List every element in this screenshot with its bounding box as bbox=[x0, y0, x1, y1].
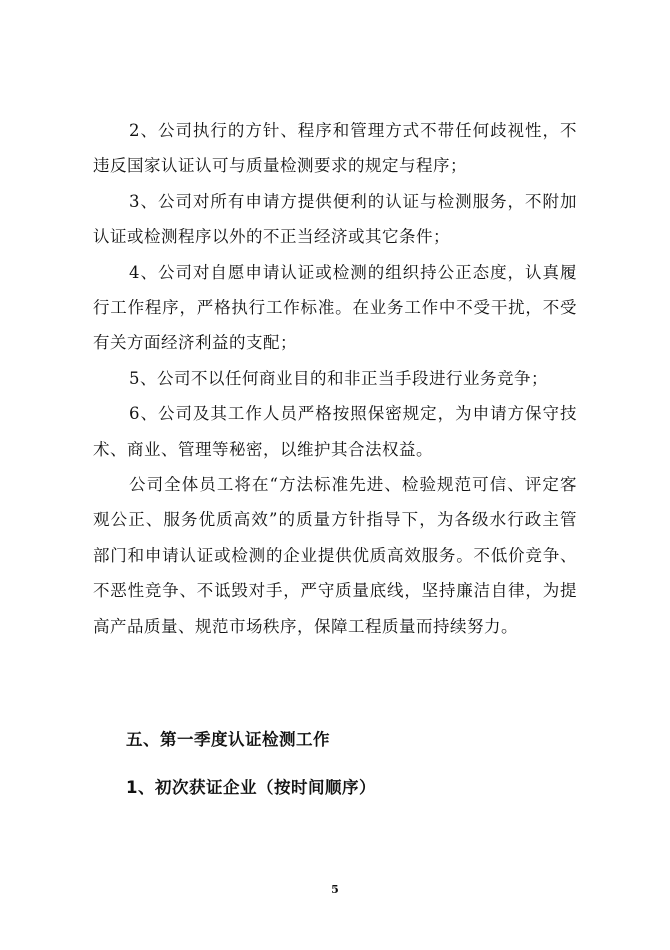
paragraph-quality-policy: 公司全体员工将在“方法标准先进、检验规范可信、评定客观公正、服务优质高效”的质量方针指导下，为各级水行政主管部门和申请认证或检测的企业提供优质高效服务。不低价竞争、不恶性竞争、不诋毁对手，严守质量底线，坚持廉洁自律，为提高产品质量、规范市场秩序，保障工程质量而持续努力。 bbox=[93, 475, 577, 636]
page-number: 5 bbox=[331, 883, 339, 896]
paragraph-principle-6: 6、公司及其工作人员严格按照保密规定，为申请方保守技术、商业、管理等秘密，以维护其合法权益。 bbox=[93, 404, 577, 459]
subsection-heading: 1、初次获证企业（按时间顺序） bbox=[126, 778, 376, 797]
paragraph-principle-5: 5、公司不以任何商业目的和非正当手段进行业务竞争； bbox=[129, 368, 548, 388]
body-text bbox=[93, 113, 577, 644]
section-heading: 五、第一季度认证检测工作 bbox=[126, 730, 330, 749]
paragraph-principle-3: 3、公司对所有申请方提供便利的认证与检测服务，不附加认证或检测程序以外的不正当经济或其它条件； bbox=[93, 191, 577, 247]
paragraph-principle-4: 4、公司对自愿申请认证或检测的组织持公正态度，认真履行工作程序，严格执行工作标准。在业务工作中不受干扰，不受有关方面经济利益的支配； bbox=[93, 262, 577, 353]
paragraph-principle-2: 2、公司执行的方针、程序和管理方式不带任何歧视性，不违反国家认证认可与质量检测要求的规定与程序； bbox=[93, 121, 577, 176]
